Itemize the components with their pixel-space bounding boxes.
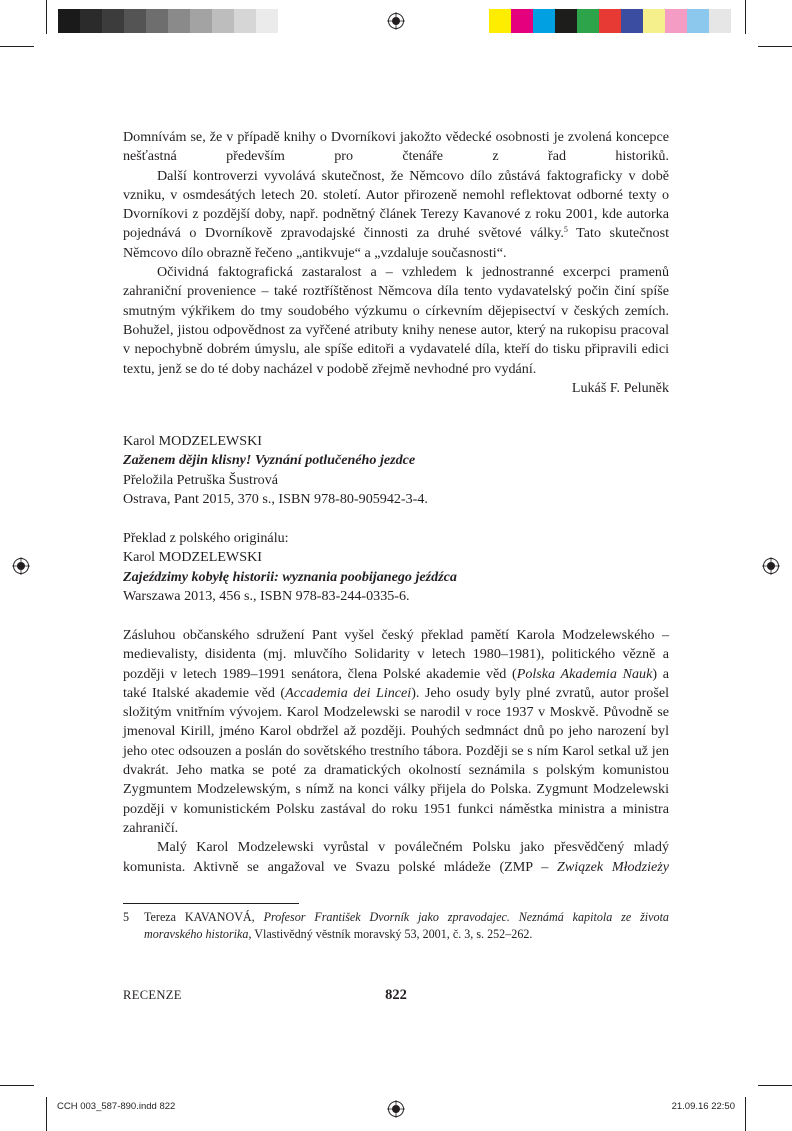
color-swatch	[577, 9, 599, 33]
color-swatch	[621, 9, 643, 33]
original-bibliography	[123, 529, 457, 606]
paragraph: Domnívám se, že v případě knihy o Dvorníkovi jakožto vědecké osobnosti je zvolená koncepce nešťastná především pro čtenáře z řad historiků.	[123, 129, 669, 165]
crop-mark	[46, 0, 47, 34]
book-bibliography	[123, 432, 428, 509]
color-swatch	[665, 9, 687, 33]
reviewer-signature: Lukáš F. Peluněk	[571, 379, 669, 396]
color-swatch	[599, 9, 621, 33]
slug-timestamp: 21.09.16 22:50	[671, 1101, 735, 1112]
footnote-reference: 5	[563, 225, 568, 235]
book-publication: Ostrava, Pant 2015, 370 s., ISBN 978-80-905942-3-4.	[123, 490, 428, 507]
color-swatch	[124, 9, 146, 33]
color-swatch	[80, 9, 102, 33]
footnote-text: Tereza KAVANOVÁ, Profesor František Dvorník jako zpravodajec. Neznámá kapitola ze života moravského historika, Vlastivědný věstník moravský 53, 2001, č. 3, s. 252–262.	[144, 910, 669, 942]
slug-filename: CCH 003_587-890.indd 822	[57, 1101, 176, 1112]
crop-mark	[0, 1085, 34, 1086]
original-publication: Warszawa 2013, 456 s., ISBN 978-83-244-0335-6.	[123, 587, 410, 604]
color-swatch	[489, 9, 511, 33]
crop-mark	[0, 46, 34, 47]
paragraph: Zásluhou občanského sdružení Pant vyšel český překlad pamětí Karola Modzelewského – medievalisty, disidenta (mj. mluvčího Solidarity v letech 1980–1981), politického vězně a později v letech 1989–1991 senátora, člena Polské akademie věd (Polska Akademia Nauk) a také Italské akademie věd (Accademia dei Lincei). Jeho osudy byly plné zvratů, autor prošel složitým vnitřním vývojem. Karol Modzelewski se narodil v roce 1937 v Moskvě. Původně se jmenoval Kirill, jméno Karol obdržel až později. Pouhých sedmnáct dnů po jeho narození byl jeho otec odsouzen a poslán do sovětského trestního tábora. Později se s ním Karol setkal už jen dvakrát. Jeho matka se poté za dramatických okolností seznámila s polským komunistou Zygmuntem Modzelewským, s nímž na konci války přijela do Polska. Zygmunt Modzelewski později v komunistickém Polsku zastával do roku 1951 funkci náměstka ministra a ministra zahraničí.	[123, 627, 670, 836]
crop-mark	[745, 0, 746, 34]
registration-mark-icon	[387, 1100, 405, 1118]
color-swatch	[146, 9, 168, 33]
color-swatch	[687, 9, 709, 33]
book-title: Zaženem dějin klisny! Vyznání potlučeného jezdce	[123, 452, 416, 469]
registration-mark-icon	[387, 12, 405, 30]
original-author: Karol MODZELEWSKI	[123, 549, 262, 566]
color-swatch	[212, 9, 234, 33]
color-swatch	[643, 9, 665, 33]
color-calibration-bar	[489, 9, 731, 33]
color-swatch	[555, 9, 577, 33]
footnote-number: 5	[123, 910, 130, 924]
footnote	[123, 909, 669, 944]
color-swatch	[709, 9, 731, 33]
paragraph: Očividná faktografická zastaralost a – vzhledem k jednostranné excerpci pramenů zahraniční provenience – také roztříštěnost Němcova díla tento vydavatelský počin činí spíše smutným výkřikem do tmy soudobého výzkumu o církevním dějepisectví v českých zemích. Bohužel, jistou odpovědnost za vyřčené atributy knihy nenese autor, který na rukopisu pracoval v nepochybně dobrém úmyslu, ale spíše editoři a vydavatelé díla, kteří do tisku připravili edici textu, jenž se do té doby nacházel v podobě zřejmě nevhodné pro vydání.	[123, 264, 669, 377]
color-swatch	[234, 9, 256, 33]
crop-mark	[758, 1085, 792, 1086]
color-swatch	[533, 9, 555, 33]
page-number: 822	[385, 987, 407, 1003]
original-label: Překlad z polského originálu:	[123, 530, 289, 546]
color-swatch	[102, 9, 124, 33]
paragraph: Další kontroverzi vyvolává skutečnost, že Němcovo dílo zůstává faktograficky v době vzniku, v osmdesátých letech 20. století. Autor přirozeně nemohl reflektovat odborné texty o Dvorníkovi z pozdější doby, např. podnětný článek Terezy Kavanové z roku 2001, kde autorka pojednává o Dvorníkově zpravodajské činnosti za druhé světové války.$^5$ Tato skutečnost Němcovo dílo obrazně řečeno „antikvuje“ a „vzdaluje současnosti“.	[123, 167, 669, 261]
color-swatch	[511, 9, 533, 33]
grayscale-calibration-bar	[58, 9, 278, 33]
crop-mark	[745, 1097, 746, 1131]
color-swatch	[58, 9, 80, 33]
color-swatch	[190, 9, 212, 33]
running-footer-section: RECENZE	[123, 988, 182, 1002]
book-author: Karol MODZELEWSKI	[123, 433, 262, 449]
original-title: Zajeździmy kobyłę historii: wyznania poobijanego jeźdźca	[123, 568, 457, 585]
paragraph: Malý Karol Modzelewski vyrůstal v poválečném Polsku jako přesvědčený mladý komunista. Aktivně se angažoval ve Svazu polské mládeže (ZMP – Związek Młodzieży	[123, 839, 669, 875]
registration-mark-icon	[762, 557, 780, 575]
review-1-body	[123, 128, 669, 398]
crop-mark	[46, 1097, 47, 1131]
review-2-body	[123, 626, 669, 877]
book-translator: Přeložila Petruška Šustrová	[123, 471, 279, 488]
registration-mark-icon	[12, 557, 30, 575]
footnote-rule	[123, 903, 299, 904]
crop-mark	[758, 46, 792, 47]
color-swatch	[168, 9, 190, 33]
color-swatch	[256, 9, 278, 33]
